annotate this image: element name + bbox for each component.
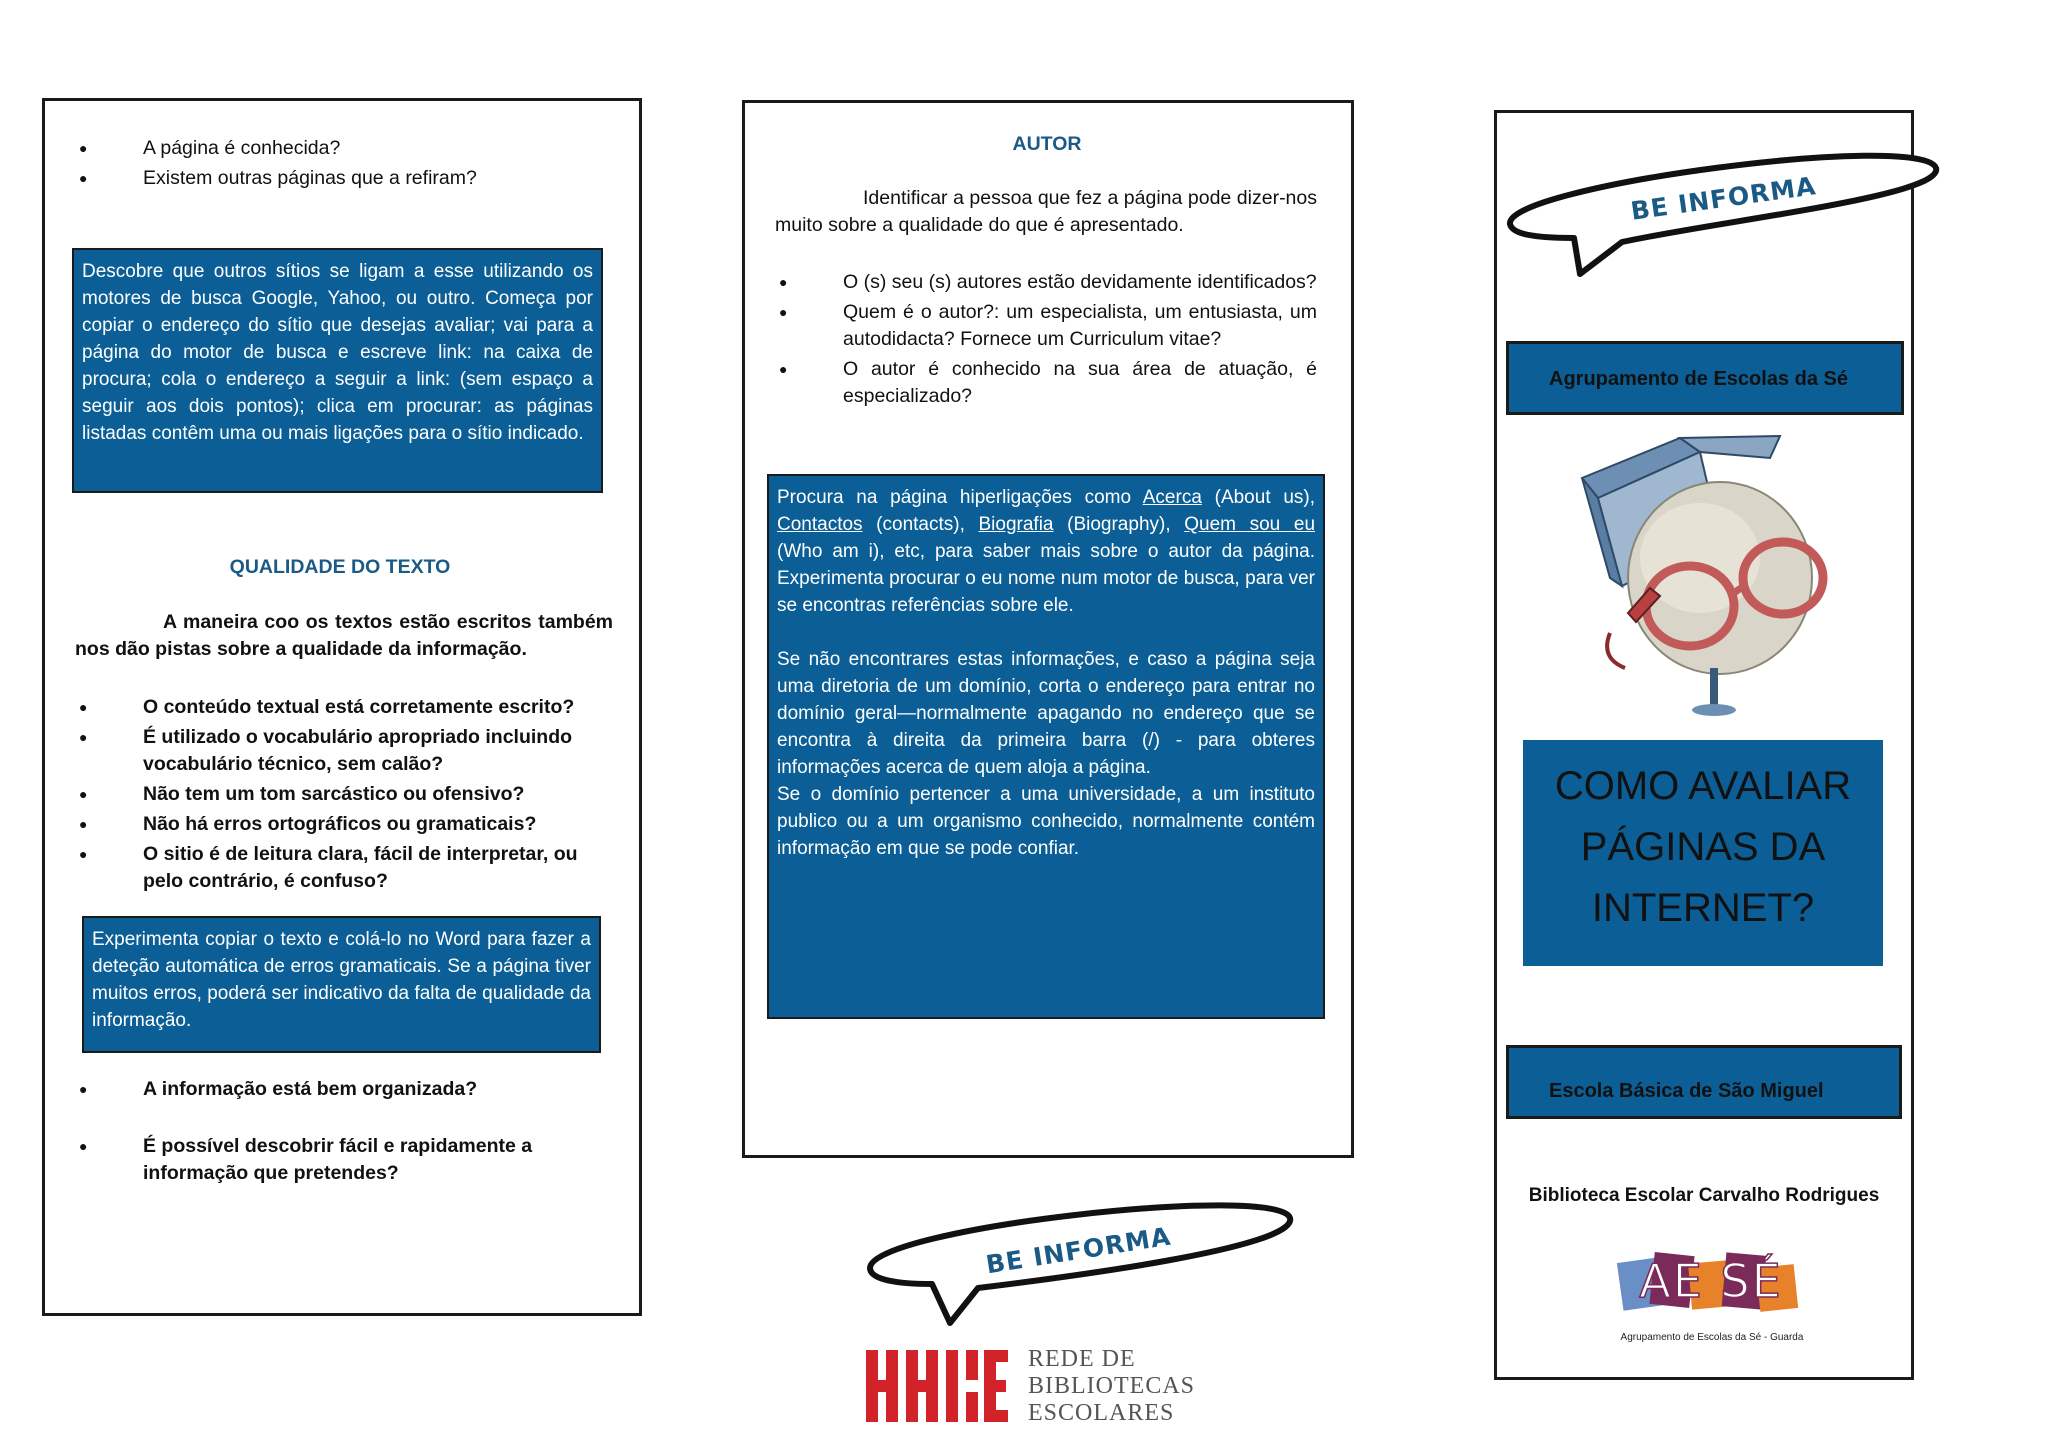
quality-bullets bbox=[75, 694, 615, 898]
left-bottom-bullets bbox=[75, 1076, 615, 1190]
links-info-text: Descobre que outros sítios se ligam a esse utilizando os motores de busca Google, Yahoo, ou outro. Começa por copiar o endereço do sítio que desejas avaliar; vai para a página do motor de busca e escreve link: na caixa de procura; cola o endereço a seguir a link: (sem espaço a seguir aos dois pontos); clica em procurar: as páginas listadas contêm uma ou mais ligações para o sítio indicado. bbox=[82, 261, 593, 444]
author-bullets bbox=[775, 269, 1317, 413]
list-item: ● O autor é conhecido na sua área de atuação, é especializado? bbox=[775, 356, 1317, 410]
escola-box bbox=[1506, 1045, 1902, 1119]
bubble-text: BE INFORMA bbox=[1628, 171, 1818, 226]
main-title: COMO AVALIAR PÁGINAS DA INTERNET? bbox=[1554, 764, 1852, 930]
rbe-logo bbox=[866, 1346, 1206, 1426]
biblioteca-label: Biblioteca Escolar Carvalho Rodrigues bbox=[1528, 1185, 1880, 1206]
rbe-mark-icon bbox=[866, 1346, 1016, 1422]
list-item: ● Existem outras páginas que a refiram? bbox=[75, 165, 615, 192]
book-glasses-mascot-icon bbox=[1570, 428, 1840, 723]
quality-heading: QUALIDADE DO TEXTO bbox=[229, 556, 451, 578]
author-info-paragraph: Procura na página hiperligações como Acerca (About us), Contactos (contacts), Biografia (Biography), Quem sou eu (Who am i), etc, para saber mais sobre o autor da página. Experimenta procurar o eu nome num motor de busca, para ver se encontras referências sobre ele. bbox=[777, 487, 1316, 616]
who-am-i-link[interactable]: Quem sou eu bbox=[1184, 514, 1316, 535]
list-item: ● Não tem um tom sarcástico ou ofensivo? bbox=[75, 781, 615, 808]
be-informa-bubble bbox=[860, 1198, 1300, 1328]
list-item: ● Quem é o autor?: um especialista, um entusiasta, um autodidacta? Fornece um Curriculum vitae? bbox=[775, 299, 1317, 353]
author-heading: AUTOR bbox=[1012, 133, 1082, 155]
about-link[interactable]: Acerca bbox=[1142, 487, 1202, 508]
middle-panel bbox=[742, 100, 1354, 1158]
list-item: ● O conteúdo textual está corretamente escrito? bbox=[75, 694, 615, 721]
biography-link[interactable]: Biografia bbox=[978, 514, 1054, 535]
agrupamento-label: Agrupamento de Escolas da Sé bbox=[1549, 368, 1848, 390]
domain-paragraph: Se não encontrares estas informações, e caso a página seja uma diretoria de um domínio, corta o endereço para entrar no domínio geral—normalmente apagando no endereço que se encontra à direita da primeira barra (/) - para obteres informações acerca de quem aloja a página. bbox=[777, 649, 1315, 778]
list-item: ● O (s) seu (s) autores estão devidamente identificados? bbox=[775, 269, 1317, 296]
links-info-box bbox=[72, 248, 603, 493]
aese-logo-text: AE SÉ bbox=[1639, 1254, 1783, 1308]
contacts-link[interactable]: Contactos bbox=[777, 514, 863, 535]
bubble-text: BE INFORMA bbox=[983, 1221, 1173, 1280]
agrupamento-box bbox=[1506, 341, 1904, 415]
list-item: ● É possível descobrir fácil e rapidamente a informação que pretendes? bbox=[75, 1133, 615, 1187]
aese-caption: Agrupamento de Escolas da Sé - Guarda bbox=[1620, 1332, 1804, 1343]
author-intro: Identificar a pessoa que fez a página pode dizer-nos muito sobre a qualidade do que é apresentado. bbox=[775, 187, 1317, 236]
left-panel bbox=[42, 98, 642, 1316]
mascot-illustration bbox=[1570, 428, 1840, 723]
word-check-box bbox=[82, 916, 601, 1053]
escola-label: Escola Básica de São Miguel bbox=[1549, 1080, 1824, 1102]
institution-paragraph: Se o domínio pertencer a uma universidade, a um instituto publico ou a um organismo conhecido, normalmente contém informação em que se pode confiar. bbox=[777, 784, 1315, 859]
list-item: ● É utilizado o vocabulário apropriado incluindo vocabulário técnico, sem calão? bbox=[75, 724, 615, 778]
be-informa-bubble-cover bbox=[1504, 146, 1944, 278]
list-item: ● A informação está bem organizada? bbox=[75, 1076, 615, 1103]
author-info-box bbox=[767, 474, 1325, 1019]
aese-logo bbox=[1612, 1250, 1812, 1350]
list-item: ● Não há erros ortográficos ou gramaticais? bbox=[75, 811, 615, 838]
word-check-text: Experimenta copiar o texto e colá-lo no Word para fazer a deteção automática de erros gramaticais. Se a página tiver muitos erros, poderá ser indicativo da falta de qualidade da informação. bbox=[92, 929, 591, 1031]
quality-intro: A maneira coo os textos estão escritos também nos dão pistas sobre a qualidade da informação. bbox=[75, 611, 613, 660]
title-box bbox=[1523, 740, 1883, 966]
rbe-text: REDE DE BIBLIOTECAS ESCOLARES bbox=[1028, 1346, 1195, 1426]
left-top-bullets bbox=[75, 135, 615, 195]
list-item: ● A página é conhecida? bbox=[75, 135, 615, 162]
list-item: ● O sitio é de leitura clara, fácil de interpretar, ou pelo contrário, é confuso? bbox=[75, 841, 615, 895]
